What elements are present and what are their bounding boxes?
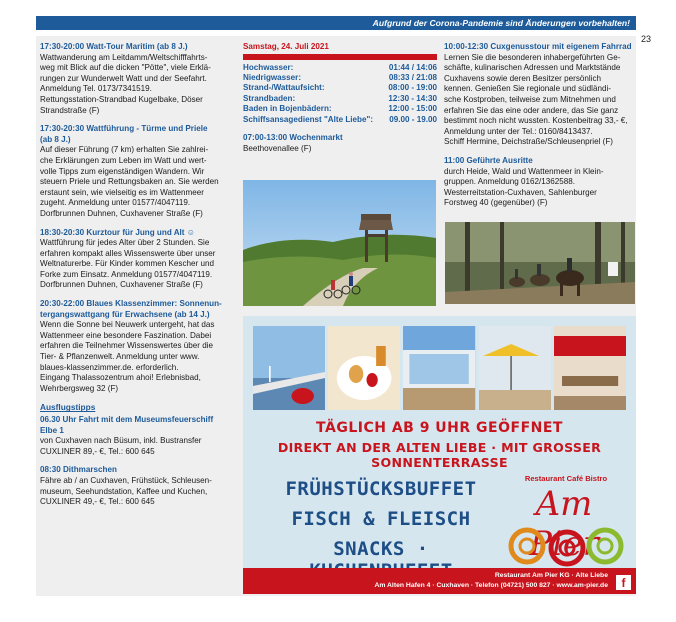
corona-notice: Aufgrund der Corona-Pandemie sind Änderungen vorbehalten! bbox=[372, 18, 630, 28]
ad-photo-terrace bbox=[403, 326, 475, 410]
tide-row: Strandbaden: 12:30 - 14:30 bbox=[243, 93, 437, 103]
column-right bbox=[444, 42, 636, 217]
ad-brand-logo: Am Pier bbox=[528, 484, 600, 564]
date-heading: Samstag, 24. Juli 2021 bbox=[243, 42, 329, 51]
photo-lookout-tower bbox=[243, 180, 436, 306]
event-body: durch Heide, Wald und Wattenmeer in Klein- gruppen. Anmeldung 0162/1362588. Westerreitstation-Cuxhaven, Sahlenburger Forstweg 40 (gegenüber) (F) bbox=[444, 166, 604, 208]
tip-title: 08:30 Dithmarschen bbox=[40, 465, 117, 475]
event-title: 18:30-20:30 Kurztour für Jung und Alt ☺ bbox=[40, 227, 196, 237]
event-title: 17:30-20:00 Watt-Tour Maritim (ab 8 J.) bbox=[40, 42, 188, 51]
event-title: 11:00 Geführte Ausritte bbox=[444, 155, 533, 165]
ad-photo-umbrellas bbox=[479, 326, 551, 410]
column-middle bbox=[243, 42, 437, 162]
ad-footer-address: Am Alten Hafen 4 · Cuxhaven · Telefon (04721) 500 827 · www.am-pier.de bbox=[374, 582, 608, 589]
tide-row: Hochwasser: 01:44 / 14:06 bbox=[243, 62, 437, 72]
event-item bbox=[40, 42, 236, 116]
event-item bbox=[40, 299, 236, 394]
ad-photo-interior bbox=[554, 326, 626, 410]
tip-body: von Cuxhaven nach Büsum, inkl. Bustransfer CUXLINER 89,- €, Tel.: 600 645 bbox=[40, 436, 202, 456]
event-item bbox=[40, 228, 236, 292]
event-body: Wattwanderung am Leitdamm/Weltschifffahrts- weg mit Blick auf die dicken "Pötte", viele Erklä- rungen zur Wunderwelt Watt und der Seefahrt. Anmeldung Tel. 0173/7341519. Rettungsstation-Strandbad Kugelbake, Döser Strandstraße (F) bbox=[40, 52, 211, 115]
event-item bbox=[444, 42, 636, 148]
tide-row: Strand-/Wattaufsicht: 08:00 - 19:00 bbox=[243, 83, 437, 93]
ad-am-pier bbox=[243, 316, 636, 594]
ad-footer-company: Restaurant Am Pier KG · Alte Liebe bbox=[494, 572, 608, 579]
ad-location-line: DIREKT AN DER ALTEN LIEBE · MIT GROSSER SONNENTERRASSE bbox=[277, 440, 602, 470]
page-number: 23 bbox=[641, 34, 652, 44]
tip-item bbox=[40, 415, 236, 457]
corona-notice-bar bbox=[36, 16, 636, 30]
ad-swirl-logo-icon bbox=[505, 516, 629, 576]
event-title: 20:30-22:00 Blaues Klassenzimmer: Sonnenun- tergangswattgang für Erwachsene (ab 14 J.) bbox=[40, 299, 222, 319]
ad-menu-breakfast: FRÜHSTÜCKSBUFFET bbox=[285, 478, 477, 500]
market-body: Beethovenallee (F) bbox=[243, 143, 312, 153]
tip-item bbox=[40, 465, 236, 507]
event-body: Lernen Sie die besonderen inhabergeführten Ge- schäfte, kulinarischen Adressen und Marktstände Cuxhavens sowie deren Besitzer persönlich kennen. Genießen Sie regionale und südländi- sche Kostproben, teilweise zum Mitnehmen und erfahren Sie das eine oder andere, das Sie ganz bestimmt noch nicht wussten. Kostenbeitrag 33,- €, Anmeldung unter der Tel.: 0160/8413437. Schiff Hermine, Deichstraße/Schleusenpriel (F) bbox=[444, 52, 628, 147]
ad-menu-snacks: SNACKS · bbox=[333, 538, 429, 560]
event-title: 17:30-20:30 Wattführung - Türme und Priele (ab 8 J.) bbox=[40, 124, 208, 144]
tide-row: Niedrigwasser: 08:33 / 21:08 bbox=[243, 73, 437, 82]
event-body: Wattführung für jedes Alter über 2 Stunden. Sie erfahren kompakt alles Wissenswerte über unser Weltnaturerbe. Für Kinder kommen Kescher und Forke zum Einsatz. Anmeldung 01577/4047119. Dorfbrunnen Duhnen, Cuxhavener Straße (F) bbox=[40, 238, 216, 290]
tip-body: Fähre ab / an Cuxhaven, Frühstück, Schleusen- museum, Seehundstation, Kaffee und Kuchen, CUXLINER 49,- €, Tel.: 600 645 bbox=[40, 475, 212, 507]
photo-horse-riders bbox=[445, 222, 635, 304]
ad-brand-subtitle: Restaurant Café Bistro bbox=[524, 474, 608, 483]
ad-photo-strip bbox=[253, 326, 626, 410]
tip-title: 06.30 Uhr Fahrt mit dem Museumsfeuerschiff Elbe 1 bbox=[40, 415, 214, 435]
event-title: 10:00-12:30 Cuxgenusstour mit eigenem Fahrrad bbox=[444, 42, 632, 51]
tide-row: Baden in Bojenbädern: 12:00 - 15:00 bbox=[243, 104, 437, 114]
ad-opening-hours: TÄGLICH AB 9 UHR GEÖFFNET bbox=[316, 420, 563, 436]
ad-menu-fish-meat: FISCH & FLEISCH bbox=[291, 508, 471, 530]
facebook-icon[interactable]: f bbox=[616, 575, 631, 590]
market-title: 07:00-13:00 Wochenmarkt bbox=[243, 133, 343, 143]
event-item bbox=[40, 124, 236, 219]
event-item bbox=[444, 156, 636, 209]
column-left bbox=[40, 42, 236, 516]
section-title-ausflugstipps: Ausflugstipps bbox=[40, 402, 96, 413]
event-body: Auf dieser Führung (7 km) erhalten Sie zahlrei- che Erklärungen zum Leben im Watt und wert- volle Tipps zum eigenständigen Wandern. Wir steuern Priele und Rettungsbaken an. Sie werden erstaunt sein, wie vielseitig es im Wattenmeer zugeht. Anmeldung unter 01577/4047119. Dorfbrunnen Duhnen, Cuxhavener Straße (F) bbox=[40, 145, 219, 218]
ad-photo-breakfast bbox=[328, 326, 400, 410]
market-item bbox=[243, 133, 437, 154]
ad-photo-pier bbox=[253, 326, 325, 410]
tide-row: Schiffsansagedienst "Alte Liebe": 09.00 - 19.00 bbox=[243, 114, 437, 124]
date-rule bbox=[243, 54, 437, 60]
event-body: Wenn die Sonne bei Neuwerk untergeht, hat das Wattenmeer eine besondere Faszination. Dabei erfahren die Teilnehmer Wissenswertes über die Tier- & Pflanzenwelt. Anmeldung unter www. blaues-klassenzimmer.de. erforderlich. Eingang Thalassozentrum ahoi! Erlebnisbad, Wehrbergsweg 32 (F) bbox=[40, 320, 215, 393]
